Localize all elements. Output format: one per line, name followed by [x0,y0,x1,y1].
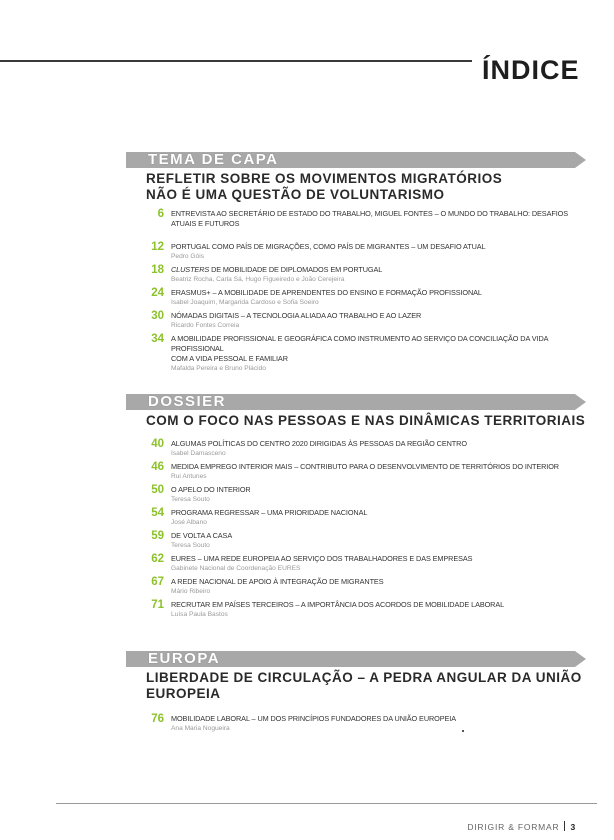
toc-entry[interactable] [126,334,586,374]
entry-page-number: 50 [151,484,164,496]
page-title: ÍNDICE [482,55,580,85]
entry-title: NÓMADAS DIGITAIS – A TECNOLOGIA ALIADA AO TRABALHO E AO LAZER [171,311,422,320]
entry-page-number: 46 [151,461,164,473]
footer-page-number: 3 [570,822,576,832]
top-rule [0,60,472,62]
entry-title: ALGUMAS POLÍTICAS DO CENTRO 2020 DIRIGIDAS ÀS PESSOAS DA REGIÃO CENTRO [171,439,467,448]
entry-title: A REDE NACIONAL DE APOIO À INTEGRAÇÃO DE MIGRANTES [171,577,384,586]
entry-title: ERASMUS+ – A MOBILIDADE DE APRENDENTES DO ENSINO E FORMAÇÃO PROFISSIONAL [171,288,482,297]
entry-title-italic: CLUSTERS [171,265,210,274]
headline-line: NÃO É UMA QUESTÃO DE VOLUNTARISMO [146,187,445,202]
toc-entry[interactable] [126,288,586,308]
entry-author: Teresa Souto [171,542,210,549]
toc-entry[interactable] [126,714,586,734]
entry-author: Beatriz Rocha, Carla Sá, Hugo Figueiredo e João Cerejeira [171,276,345,283]
toc-entry[interactable] [126,485,586,505]
entry-list [126,209,586,374]
entry-page-number: 30 [151,310,164,322]
toc-entry[interactable] [126,531,586,551]
entry-page-number: 76 [151,713,164,725]
stray-dot [462,730,464,732]
headline-line: REFLETIR SOBRE OS MOVIMENTOS MIGRATÓRIOS [146,171,503,186]
footer-publication: DIRIGIR & FORMAR [467,822,560,832]
entry-title-line-2: COM A VIDA PESSOAL E FAMILIAR [171,354,288,363]
toc-entry[interactable] [126,462,586,482]
section-banner [126,394,586,410]
headline-line: LIBERDADE DE CIRCULAÇÃO – A PEDRA ANGULAR DA UNIÃO EUROPEIA [146,670,582,701]
entry-page-number: 6 [157,208,164,220]
entry-author: Isabel Joaquim, Margarida Cardoso e Sofia Soeiro [171,299,319,306]
entry-title: O APELO DO INTERIOR [171,485,251,494]
entry-page-number: 71 [151,599,164,611]
entry-title [171,265,586,275]
entry-title: A MOBILIDADE PROFISSIONAL E GEOGRÁFICA COMO INSTRUMENTO AO SERVIÇO DA CONCILIAÇÃO DA VIDA PROFISSIONAL [171,334,548,353]
section-dossier [126,394,586,620]
entry-page-number: 12 [151,241,164,253]
entry-title: ENTREVISTA AO SECRETÁRIO DE ESTADO DO TRABALHO, MIGUEL FONTES – O MUNDO DO TRABALHO: DESAFIOS ATUAIS E FUTUROS [171,209,568,228]
section-headline [146,670,586,702]
toc-entry[interactable] [126,209,586,229]
section-tema-de-capa [126,152,586,374]
entry-page-number: 67 [151,576,164,588]
toc-entry[interactable] [126,554,586,574]
section-label: DOSSIER [148,393,227,410]
bottom-rule [56,803,597,804]
section-label: TEMA DE CAPA [148,151,279,168]
headline-line: COM O FOCO NAS PESSOAS E NAS DINÂMICAS TERRITORIAIS [146,413,586,428]
entry-author: Ana Maria Nogueira [171,725,230,732]
section-headline [146,413,586,429]
section-headline [146,171,586,203]
toc-entry[interactable] [126,508,586,528]
entry-author: Ricardo Fontes Correia [171,322,240,329]
entry-page-number: 62 [151,553,164,565]
entry-page-number: 34 [151,333,164,345]
entry-author: Gabinete Nacional de Coordenação EURES [171,565,301,572]
toc-entry[interactable] [126,265,586,285]
footer-separator [564,821,565,831]
toc-entry[interactable] [126,439,586,459]
entry-author: José Albano [171,519,207,526]
section-banner [126,152,586,168]
entry-page-number: 54 [151,507,164,519]
toc-entry[interactable] [126,311,586,331]
toc-entry[interactable] [126,577,586,597]
section-label: EUROPA [148,650,221,667]
toc-entry[interactable] [126,242,586,262]
entry-author: Mário Ribeiro [171,588,211,595]
entry-title-rest: DE MOBILIDADE DE DIPLOMADOS EM PORTUGAL [209,265,383,274]
entry-list [126,439,586,620]
section-banner [126,651,586,667]
entry-author: Mafalda Pereira e Bruno Plácido [171,365,266,372]
entry-title: MEDIDA EMPREGO INTERIOR MAIS – CONTRIBUTO PARA O DESENVOLVIMENTO DE TERRITÓRIOS DO INTERIOR [171,462,559,471]
entry-title: DE VOLTA A CASA [171,531,233,540]
entry-page-number: 18 [151,264,164,276]
entry-title: PROGRAMA REGRESSAR – UMA PRIORIDADE NACIONAL [171,508,368,517]
entry-list [126,714,586,734]
entry-author: Teresa Souto [171,496,210,503]
toc-entry[interactable] [126,600,586,620]
entry-page-number: 24 [151,287,164,299]
entry-author: Rui Antunes [171,473,207,480]
entry-page-number: 40 [151,438,164,450]
entry-title: RECRUTAR EM PAÍSES TERCEIROS – A IMPORTÂNCIA DOS ACORDOS DE MOBILIDADE LABORAL [171,600,505,609]
page-footer [467,821,576,832]
entry-title: EURES – UMA REDE EUROPEIA AO SERVIÇO DOS TRABALHADORES E DAS EMPRESAS [171,554,473,563]
entry-title: MOBILIDADE LABORAL – UM DOS PRINCÍPIOS FUNDADORES DA UNIÃO EUROPEIA [171,714,456,723]
entry-author: Isabel Damasceno [171,450,226,457]
entry-page-number: 59 [151,530,164,542]
entry-title: PORTUGAL COMO PAÍS DE MIGRAÇÕES, COMO PAÍS DE MIGRANTES – UM DESAFIO ATUAL [171,242,486,251]
section-europa [126,651,586,734]
entry-author: Pedro Góis [171,253,204,260]
entry-author: Luísa Paula Bastos [171,611,228,618]
